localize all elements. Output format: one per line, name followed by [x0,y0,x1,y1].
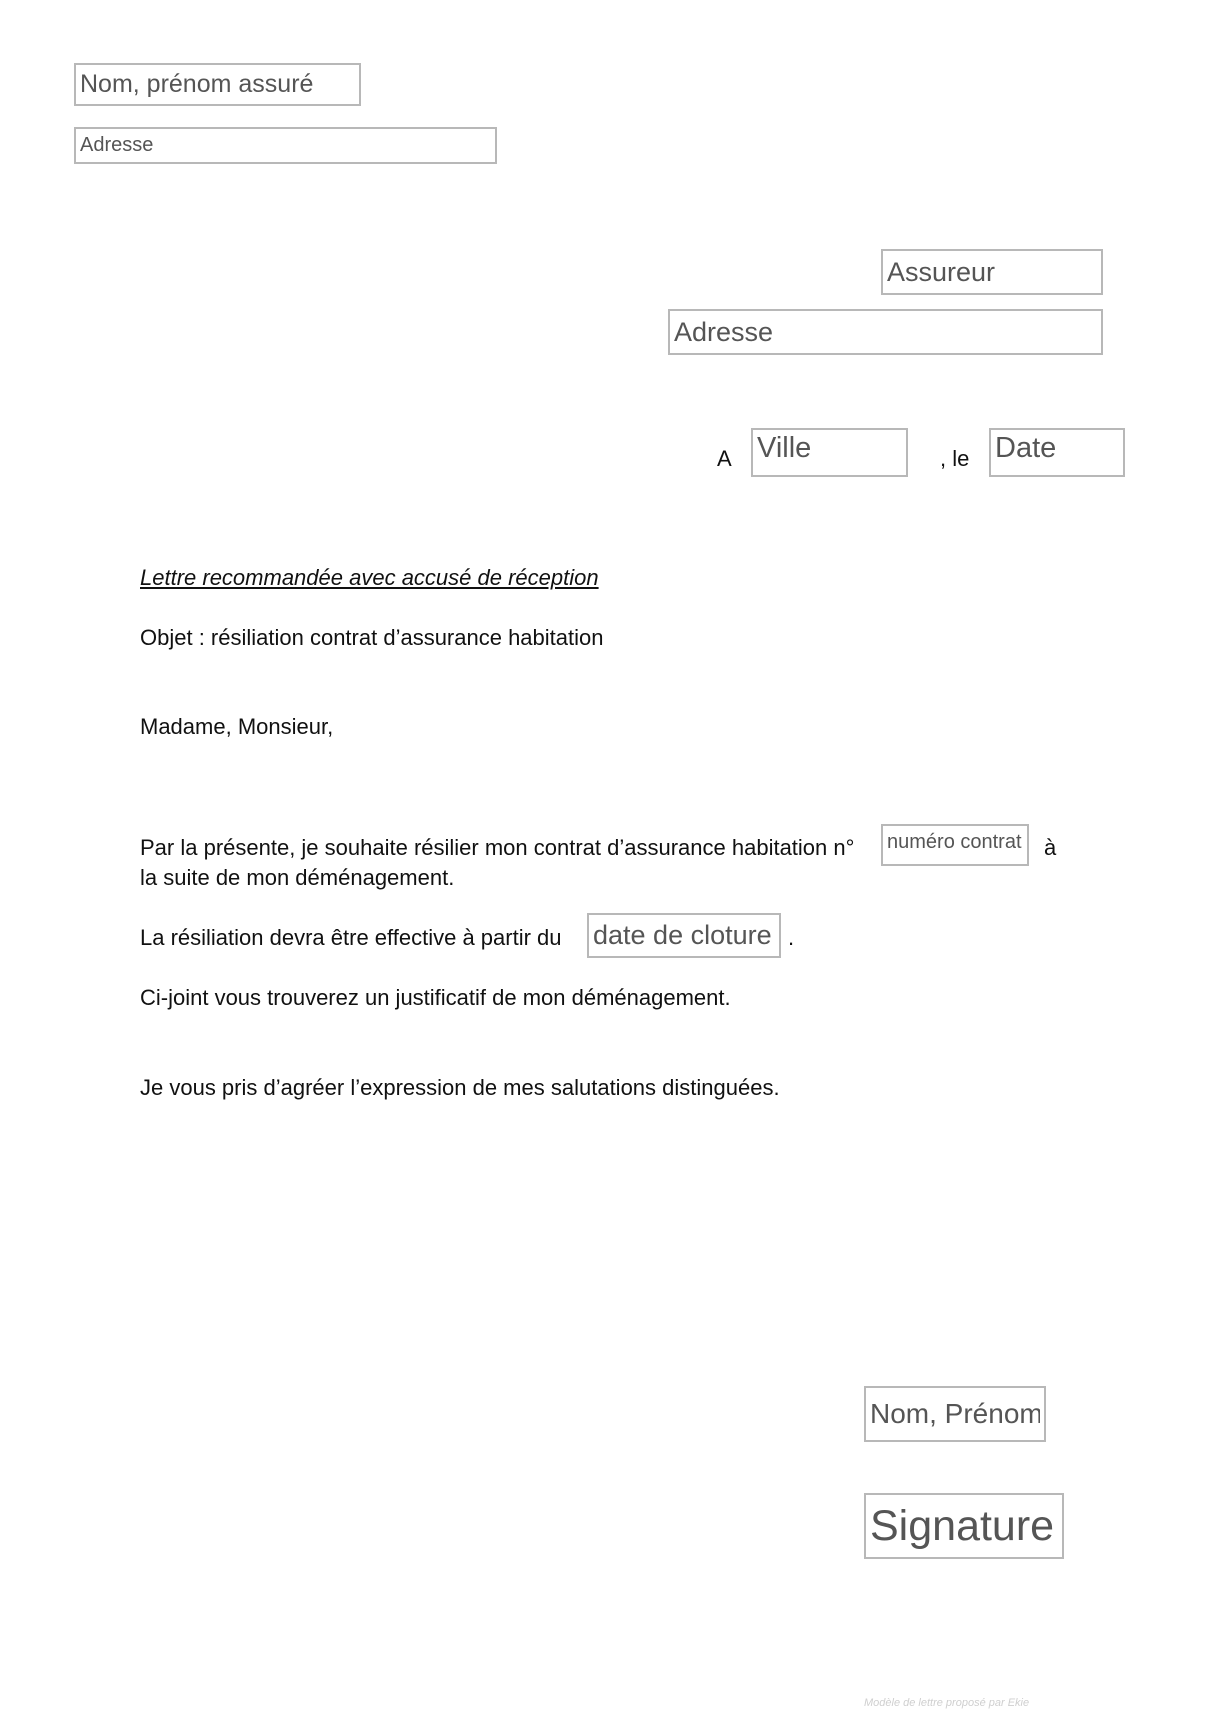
paragraph-3: Ci-joint vous trouverez un justificatif de mon déménagement. [140,985,731,1010]
insurer-address-field[interactable] [668,309,1103,355]
signature-field[interactable] [864,1493,1064,1559]
insurer-name-field[interactable] [881,249,1103,295]
registered-mail-notice: Lettre recommandée avec accusé de réception [140,565,599,590]
paragraph-1-line-2: la suite de mon déménagement. [140,865,455,890]
contract-number-field[interactable] [881,824,1029,866]
salutation: Madame, Monsieur, [140,714,334,739]
paragraph-1-continuation: à [1044,835,1057,860]
paragraph-2-end: . [788,925,795,950]
closing-formula: Je vous pris d’agréer l’expression de mes salutations distinguées. [140,1075,780,1100]
date-separator: , le [940,446,970,471]
letter-subject: Objet : résiliation contrat d’assurance habitation [140,625,604,650]
closing-date-field[interactable] [587,913,781,958]
signatory-name-field[interactable] [864,1386,1046,1442]
place-prefix: A [717,446,732,471]
city-field[interactable] [751,428,908,477]
paragraph-1-start: Par la présente, je souhaite résilier mon contrat d’assurance habitation n° [140,835,855,860]
sender-name-field[interactable] [74,63,361,106]
sender-address-field[interactable] [74,127,497,164]
footer-credit: Modèle de lettre proposé par Ekie [864,1697,1030,1709]
date-field[interactable] [989,428,1125,477]
paragraph-2-start: La résiliation devra être effective à partir du [140,925,562,950]
